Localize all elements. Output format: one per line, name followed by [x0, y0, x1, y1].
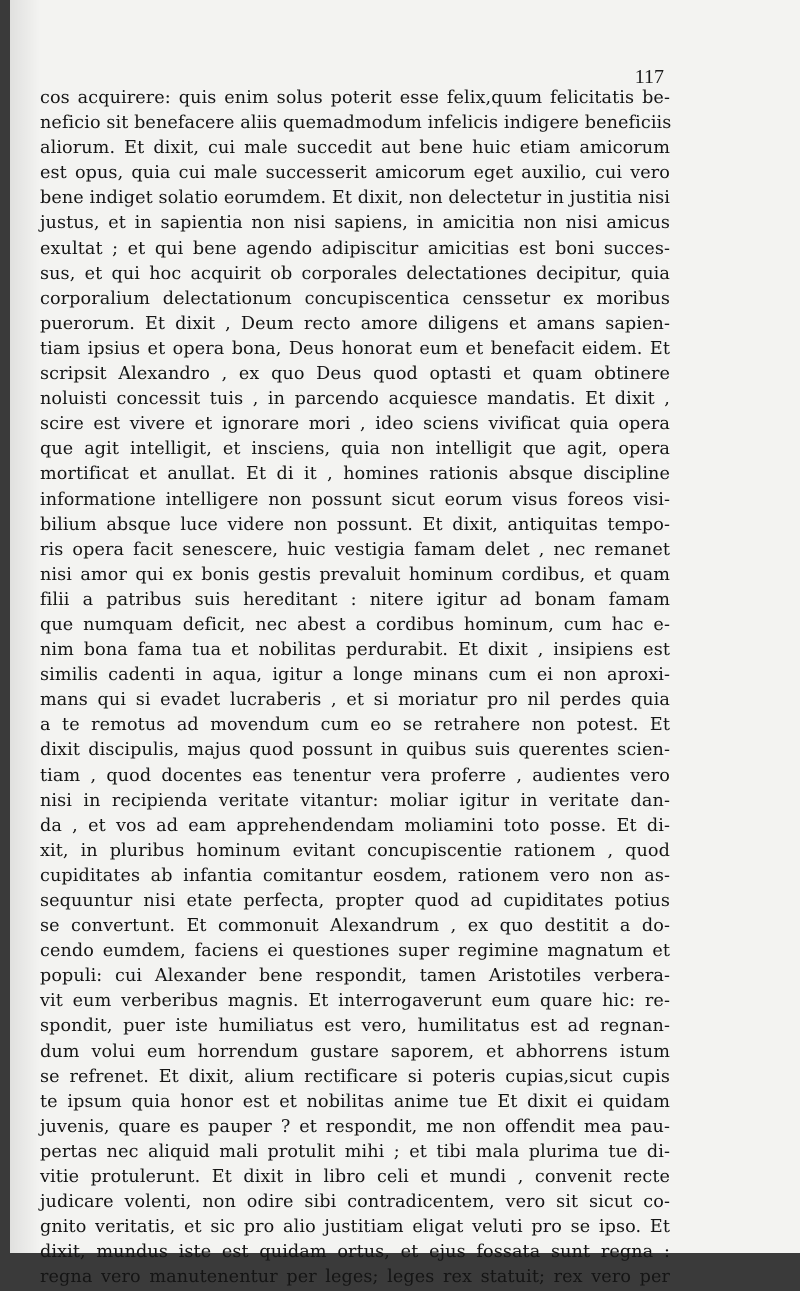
- text-line: est opus, quia cui male successerit amicorum eget auxilio, cui vero: [40, 163, 670, 184]
- text-line: sequuntur nisi etate perfecta, propter quod ad cupiditates potius: [40, 891, 670, 911]
- text-line: puerorum. Et dixit , Deum recto amore diligens et amans sapien-: [40, 313, 670, 334]
- text-line: xit, in pluribus hominum evitant concupiscentie rationem , quod: [40, 840, 670, 861]
- text-line: cupiditates ab infantia comitantur eosdem, rationem vero non as-: [40, 865, 670, 886]
- text-line: informatione intelligere non possunt sicut eorum visus foreos visi-: [40, 489, 670, 510]
- text-line: noluisti concessit tuis , in parcendo acquiesce mandatis. Et dixit ,: [40, 389, 670, 410]
- text-line: ris opera facit senescere, huic vestigia famam delet , nec remanet: [40, 539, 670, 560]
- text-line: tiam ipsius et opera bona, Deus honorat eum et benefacit eidem. Et: [40, 338, 670, 359]
- text-line: da , et vos ad eam apprehendendam moliamini toto posse. Et di-: [40, 815, 670, 836]
- text-line: tiam , quod docentes eas tenentur vera proferre , audientes vero: [40, 765, 670, 786]
- book-page: [10, 0, 800, 1288]
- text-line: a te remotus ad movendum cum eo se retrahere non potest. Et: [40, 715, 670, 736]
- text-line: se refrenet. Et dixit, alium rectificare si poteris cupias,sicut cupis: [40, 1066, 670, 1087]
- text-line: spondit, puer iste humiliatus est vero, humilitatus est ad regnan-: [40, 1016, 670, 1037]
- text-line: nim bona fama tua et nobilitas perdurabit. Et dixit , insipiens est: [40, 640, 670, 661]
- text-line: justus, et in sapientia non nisi sapiens, in amicitia non nisi amicus: [40, 213, 670, 234]
- text-line: corporalium delectationum concupiscentica censsetur ex moribus: [40, 288, 670, 309]
- text-line: nisi in recipienda veritate vitantur: moliar igitur in veritate dan-: [40, 790, 670, 811]
- text-line: filii a patribus suis hereditant : nitere igitur ad bonam famam: [40, 589, 670, 610]
- text-line: scripsit Alexandro , ex quo Deus quod optasti et quam obtinere: [40, 364, 670, 385]
- body-text: [40, 86, 670, 1291]
- text-line: mans qui si evadet lucraberis , et si moriatur pro nil perdes quia: [40, 690, 670, 711]
- text-line: cendo eumdem, faciens ei questiones super regimine magnatum et: [40, 941, 670, 962]
- text-line: nisi amor qui ex bonis gestis prevaluit hominum cordibus, et quam: [40, 564, 670, 585]
- text-line: dixit discipulis, majus quod possunt in quibus suis querentes scien-: [40, 740, 670, 761]
- text-line: scire est vivere et ignorare mori , ideo sciens vivificat quia opera: [40, 414, 670, 435]
- text-line: judicare volenti, non odire sibi contradicentem, vero sit sicut co-: [40, 1192, 670, 1213]
- page-number: 117: [634, 66, 664, 88]
- text-line: bilium absque luce videre non possunt. Et dixit, antiquitas tempo-: [40, 514, 670, 535]
- text-line: pertas nec aliquid mali protulit mihi ; et tibi mala plurima tue di-: [40, 1141, 670, 1162]
- text-line: regna vero manutenentur per leges; leges rex statuit; rex vero per: [40, 1267, 670, 1288]
- text-line: mortificat et anullat. Et di it , homines rationis absque discipline: [40, 464, 670, 485]
- text-line: que numquam deficit, nec abest a cordibus hominum, cum hac e-: [40, 614, 670, 635]
- text-line: se convertunt. Et commonuit Alexandrum , ex quo destitit a do-: [40, 916, 670, 937]
- text-line: aliorum. Et dixit, cui male succedit aut bene huic etiam amicorum: [40, 138, 670, 159]
- text-line: te ipsum quia honor est et nobilitas anime tue Et dixit ei quidam: [40, 1091, 670, 1112]
- text-line: vit eum verberibus magnis. Et interrogaverunt eum quare hic: re-: [40, 991, 670, 1012]
- text-line: populi: cui Alexander bene respondit, tamen Aristotiles verbera-: [40, 966, 670, 987]
- text-line: que agit intelligit, et insciens, quia non intelligit que agit, opera: [40, 439, 670, 460]
- text-line: sus, et qui hoc acquirit ob corporales delectationes decipitur, quia: [40, 263, 670, 284]
- text-line: similis cadenti in aqua, igitur a longe minans cum ei non aproxi-: [40, 665, 670, 686]
- text-line: dixit, mundus iste est quidam ortus, et ejus fossata sunt regna :: [40, 1242, 670, 1263]
- text-line: gnito veritatis, et sic pro alio justitiam eligat veluti pro se ipso. Et: [40, 1217, 670, 1238]
- text-line: neficio sit benefacere aliis quemadmodum infelicis indigere beneficiis: [40, 113, 672, 134]
- text-line: dum volui eum horrendum gustare saporem, et abhorrens istum: [40, 1041, 670, 1062]
- text-line: cos acquirere: quis enim solus poterit esse felix,quum felicitatis be-: [40, 88, 670, 108]
- text-line: bene indiget solatio eorumdem. Et dixit, non delectetur in justitia nisi: [40, 188, 670, 209]
- text-line: vitie protulerunt. Et dixit in libro celi et mundi , convenit recte: [40, 1167, 670, 1188]
- text-line: juvenis, quare es pauper ? et respondit, me non offendit mea pau-: [40, 1116, 670, 1137]
- text-line: exultat ; et qui bene agendo adipiscitur amicitias est boni succes-: [40, 238, 670, 259]
